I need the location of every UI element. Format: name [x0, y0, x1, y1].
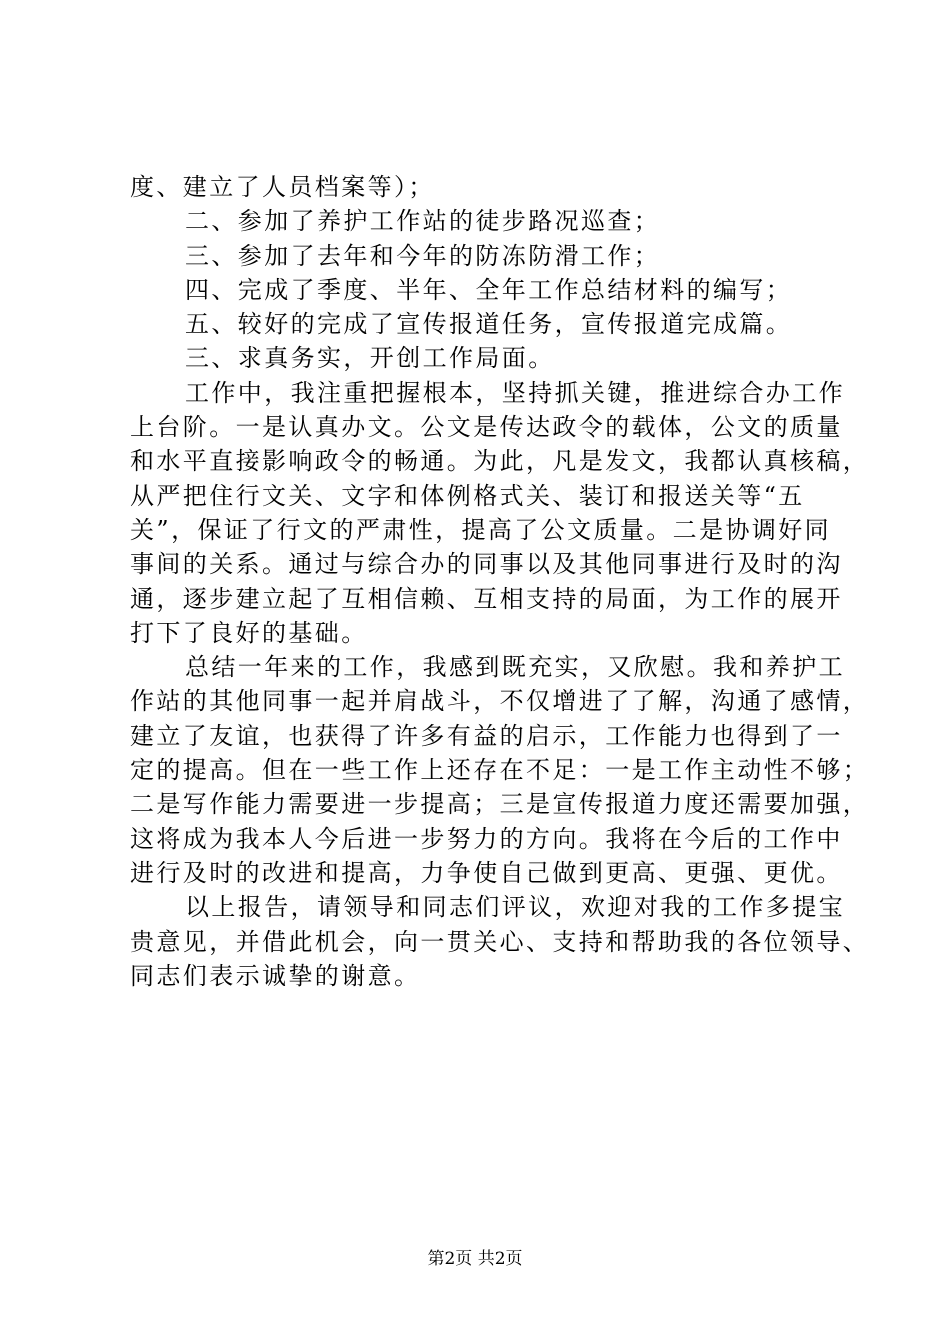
text-line: 关”，保证了行文的严肃性，提高了公文质量。二是协调好同: [130, 515, 832, 544]
text-line: 二是写作能力需要进一步提高；三是宣传报道力度还需要加强，: [130, 790, 870, 819]
text-line: 通，逐步建立起了互相信赖、互相支持的局面，为工作的展开: [130, 584, 843, 613]
text-line: 三、参加了去年和今年的防冻防滑工作；: [185, 241, 661, 270]
text-line: 这将成为我本人今后进一步努力的方向。我将在今后的工作中: [130, 824, 843, 853]
text-line: 工作中，我注重把握根本，坚持抓关键，推进综合办工作: [185, 378, 845, 407]
page-footer: 第2页 共2页: [427, 1249, 523, 1269]
text-line: 二、参加了养护工作站的徒步路况巡查；: [185, 207, 661, 236]
text-line: 度、建立了人员档案等）；: [130, 173, 435, 201]
document-body: [130, 170, 870, 993]
text-line: 和水平直接影响政令的畅通。为此，凡是发文，我都认真核稿，: [130, 447, 870, 476]
text-line: 从严把住行文关、文字和体例格式关、装订和报送关等“五: [130, 481, 805, 510]
text-line: 上台阶。一是认真办文。公文是传达政令的载体，公文的质量: [130, 413, 843, 442]
text-line: 三、求真务实，开创工作局面。: [185, 344, 555, 373]
text-line: 事间的关系。通过与综合办的同事以及其他同事进行及时的沟: [130, 550, 843, 579]
text-line: 以上报告，请领导和同志们评议，欢迎对我的工作多提宝: [185, 893, 845, 922]
text-line: 同志们表示诚挚的谢意。: [130, 961, 421, 990]
text-line: 定的提高。但在一些工作上还存在不足：一是工作主动性不够；: [130, 756, 870, 785]
text-line: 进行及时的改进和提高，力争使自己做到更高、更强、更优。: [130, 858, 843, 887]
text-line: 五、较好的完成了宣传报道任务，宣传报道完成篇。: [185, 310, 793, 339]
text-line: 打下了良好的基础。: [130, 618, 368, 647]
text-line: 建立了友谊，也获得了许多有益的启示，工作能力也得到了一: [130, 721, 843, 750]
text-line: 贵意见，并借此机会，向一贯关心、支持和帮助我的各位领导、: [130, 927, 870, 956]
text-line: 总结一年来的工作，我感到既充实，又欣慰。我和养护工: [185, 653, 845, 682]
text-line: 作站的其他同事一起并肩战斗，不仅增进了了解，沟通了感情，: [130, 687, 870, 716]
text-line: 四、完成了季度、半年、全年工作总结材料的编写；: [185, 275, 793, 304]
